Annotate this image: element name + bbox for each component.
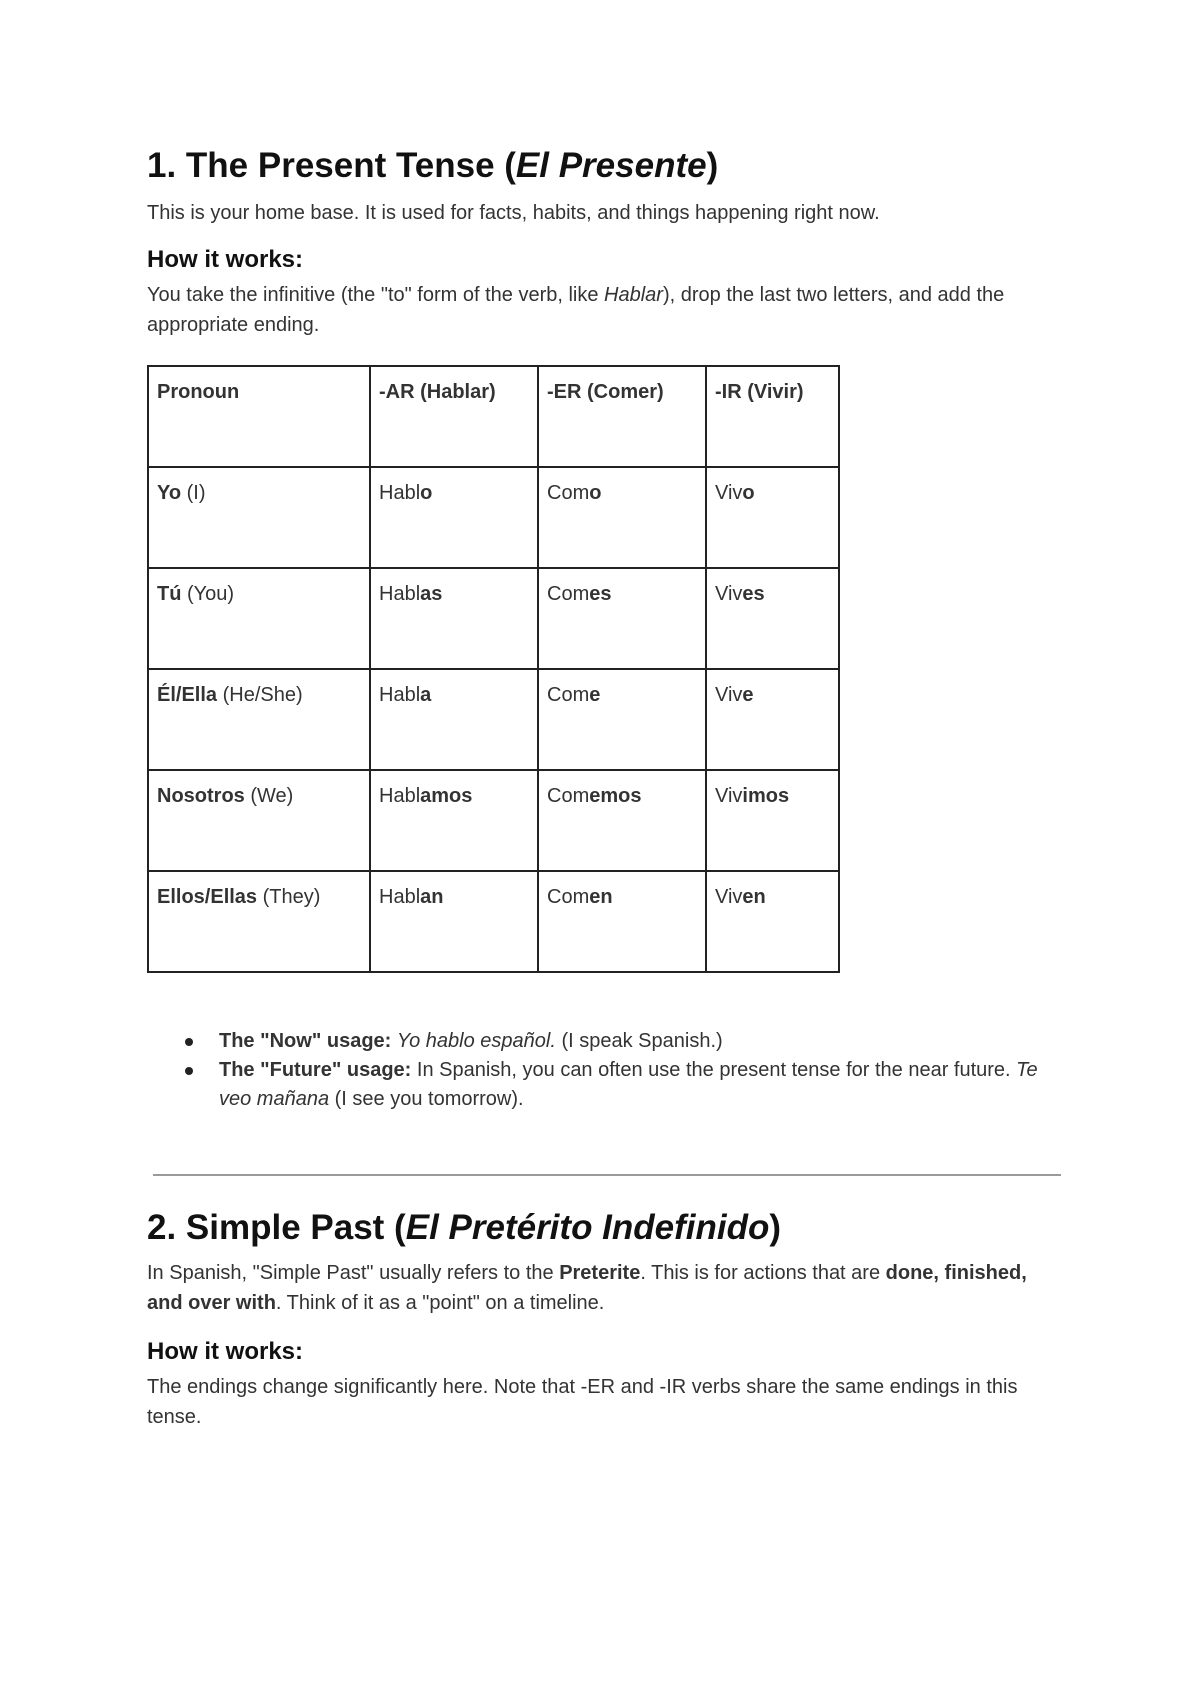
pronoun-cell: Tú (You) [148,568,370,669]
section1-intro: This is your home base. It is used for facts, habits, and things happening right now. [147,202,880,224]
list-item: The "Now" usage: Yo hablo español. (I speak Spanish.) [219,1027,1067,1056]
section2-title: 2. Simple Past (El Pretérito Indefinido) [147,1208,782,1247]
section2-how-heading: How it works: [147,1338,304,1365]
pronoun-cell: Él/Ella (He/She) [148,669,370,770]
ar-cell: Habla [370,669,538,770]
pronoun-cell: Ellos/Ellas (They) [148,871,370,972]
ar-cell: Hablamos [370,770,538,871]
ar-cell: Hablas [370,568,538,669]
ir-cell: Vivimos [706,770,839,871]
pronoun-cell: Yo (I) [148,467,370,568]
er-cell: Comen [538,871,706,972]
header-er: -ER (Comer) [538,366,706,467]
header-ir: -IR (Vivir) [706,366,839,467]
header-ar: -AR (Hablar) [370,366,538,467]
table-row [148,770,839,871]
ir-cell: Vive [706,669,839,770]
section1-how-heading: How it works: [147,246,304,273]
pronoun-cell: Nosotros (We) [148,770,370,871]
ir-cell: Vivo [706,467,839,568]
section1-title: 1. The Present Tense (El Presente) [147,146,719,185]
document-content [147,138,1067,1114]
table-row [148,669,839,770]
section-divider [153,1174,1061,1176]
er-cell: Come [538,669,706,770]
er-cell: Comemos [538,770,706,871]
section1-how-text: You take the infinitive (the "to" form of the verb, like Hablar), drop the last two letters, and add the appropriate ending. [147,284,1005,336]
section2-intro: In Spanish, "Simple Past" usually refers to the Preterite. This is for actions that are done, finished, and over with. Think of it as a "point" on a timeline. [147,1262,1027,1314]
table-row [148,467,839,568]
er-cell: Comes [538,568,706,669]
ir-cell: Viven [706,871,839,972]
ar-cell: Hablan [370,871,538,972]
ir-cell: Vives [706,568,839,669]
ar-cell: Hablo [370,467,538,568]
section2-how-text: The endings change significantly here. Note that -ER and -IR verbs share the same endings in this tense. [147,1376,1018,1428]
table-row [148,568,839,669]
section2-content [147,1200,1067,1432]
header-pronoun: Pronoun [148,366,370,467]
er-cell: Como [538,467,706,568]
table-row [148,871,839,972]
usage-notes-list [147,1027,1067,1114]
conjugation-table [147,365,840,973]
table-header-row [148,366,839,467]
list-item: The "Future" usage: In Spanish, you can often use the present tense for the near future. Te veo mañana (I see you tomorrow). [219,1056,1067,1114]
